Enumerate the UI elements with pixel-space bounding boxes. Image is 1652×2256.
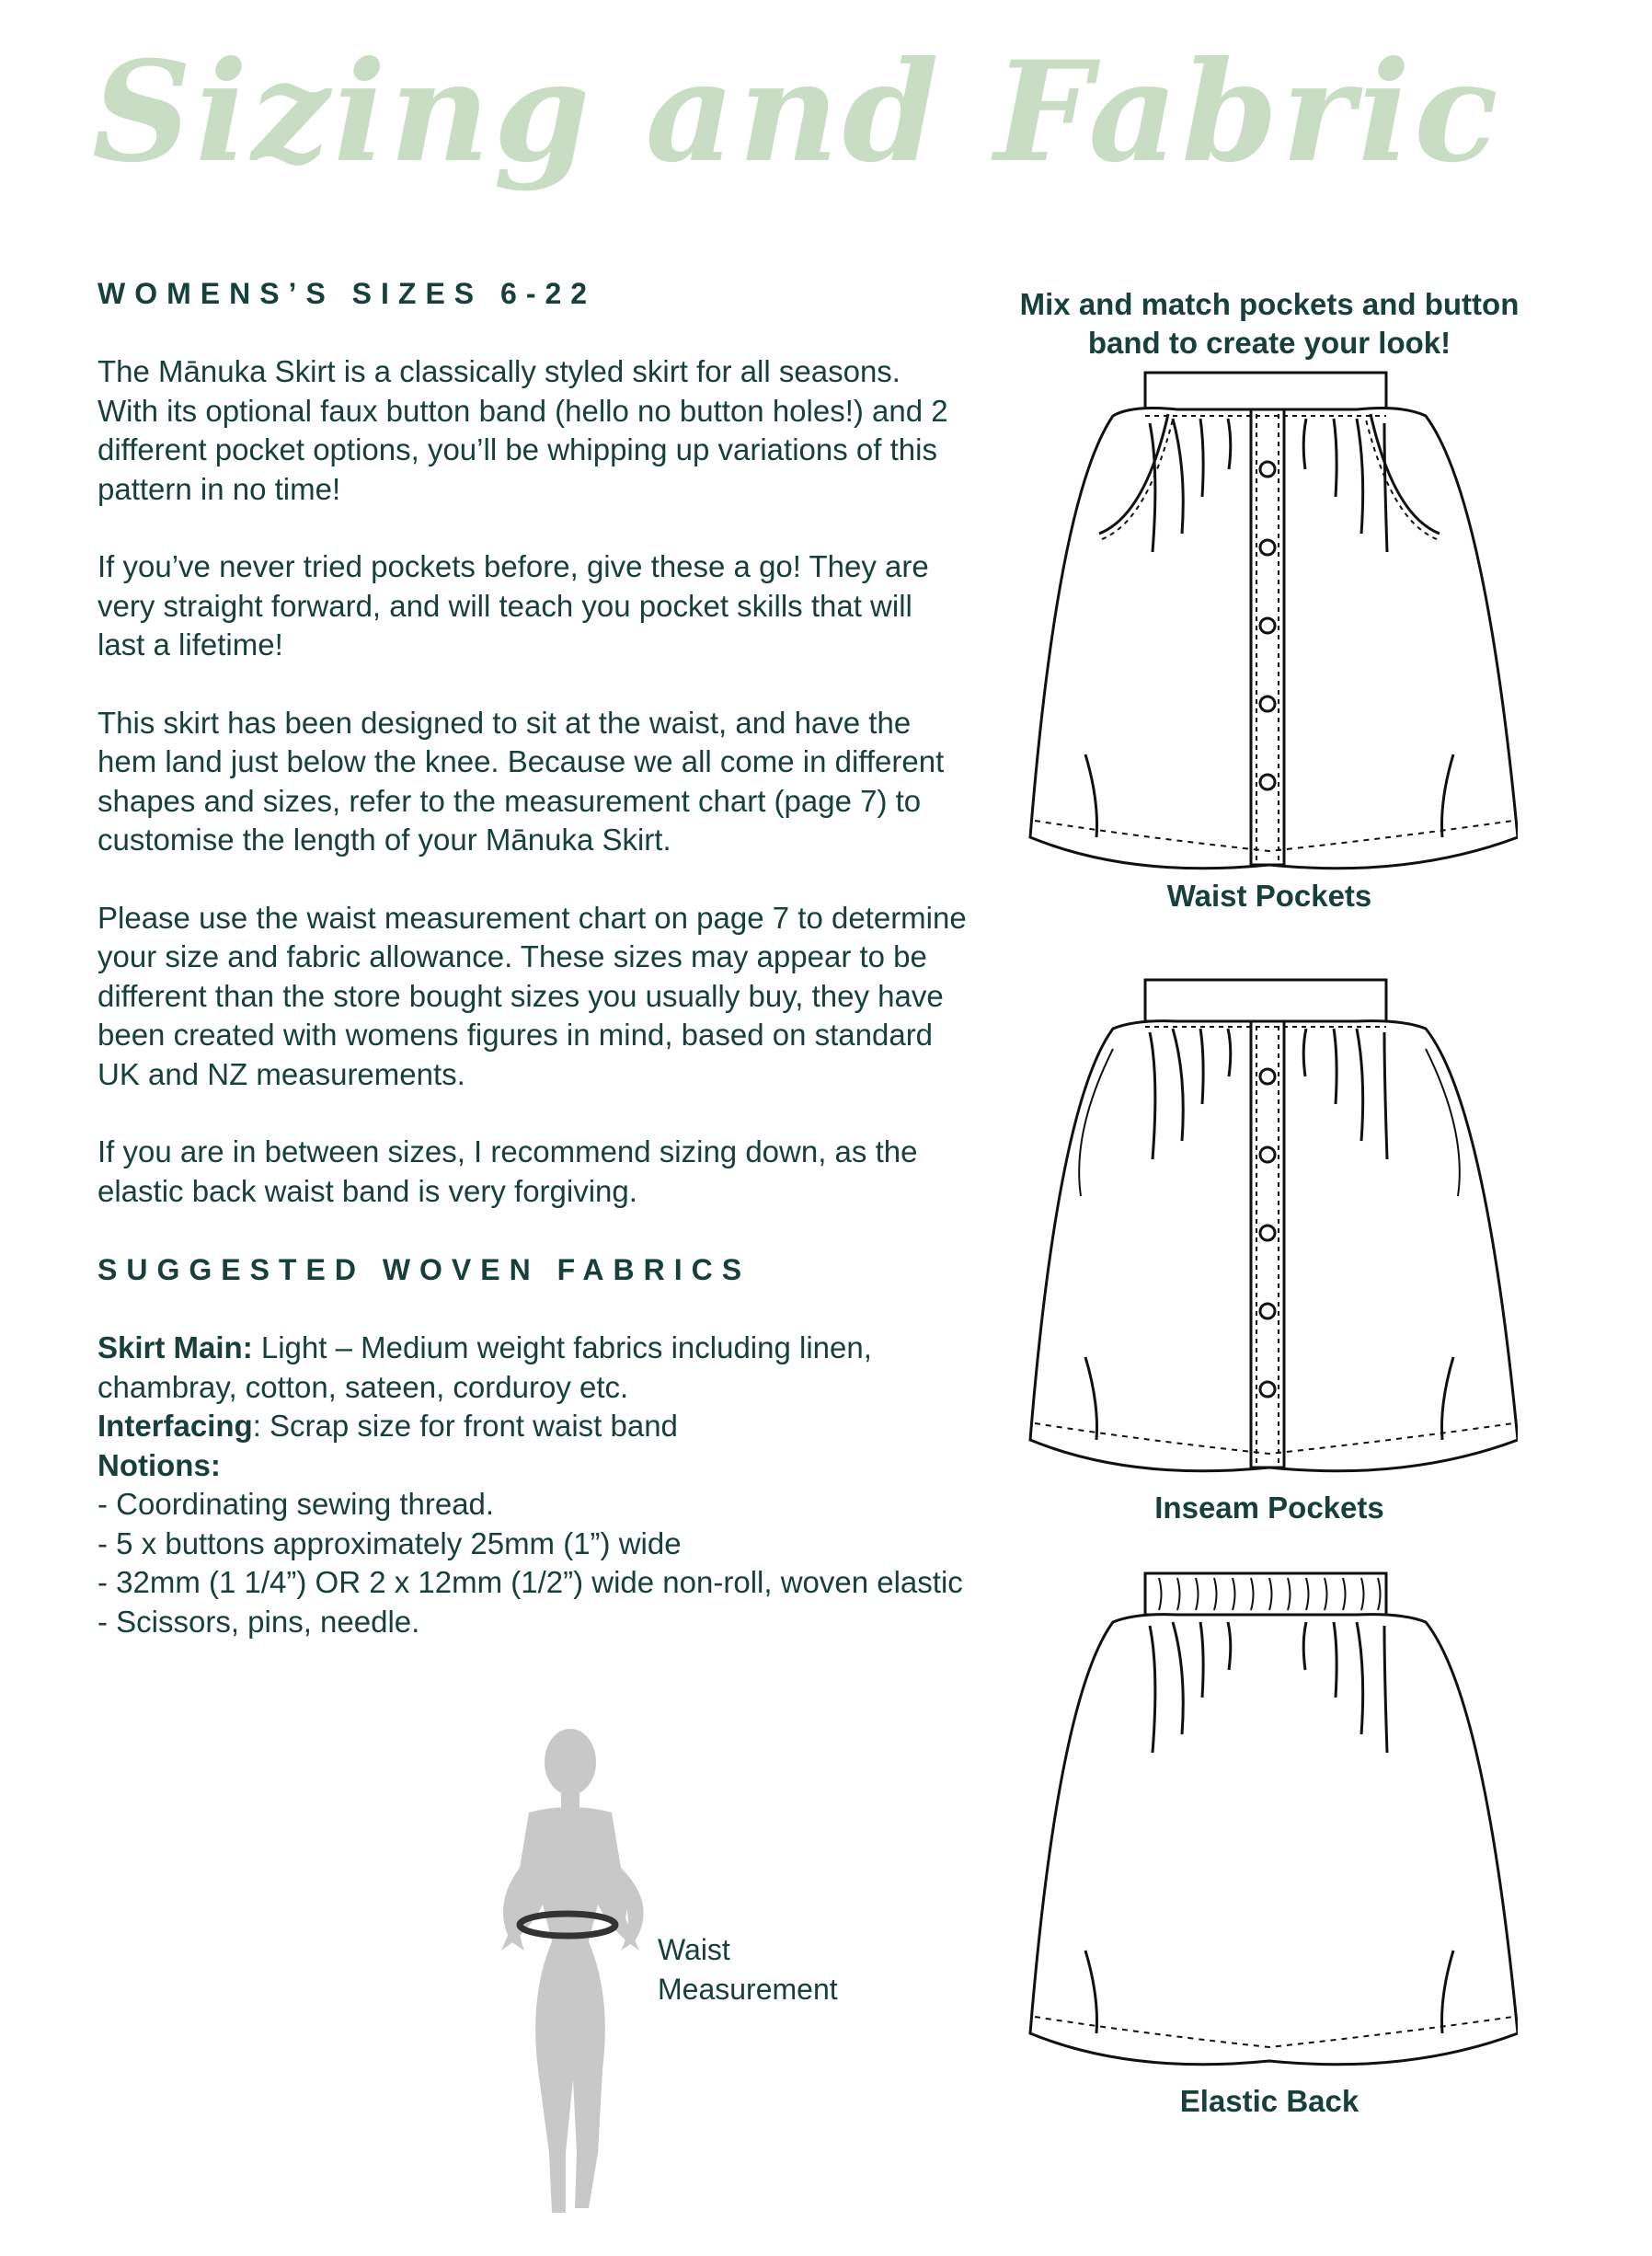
notion-item: - 32mm (1 1/4”) OR 2 x 12mm (1/2”) wide non-roll, woven elastic — [98, 1565, 963, 1599]
paragraph-sizing: Please use the waist measurement chart on page 7 to determine your size and fabric allowance. These sizes may appear to be different than the store bought sizes you usually buy, they have been created with womens figures in mind, based on standard UK and NZ measurements. — [98, 900, 967, 1091]
notion-item: - Scissors, pins, needle. — [98, 1604, 420, 1639]
paragraph-between-sizes: If you are in between sizes, I recommend sizing down, as the elastic back waist band is very forgiving. — [98, 1134, 918, 1208]
inseam-pockets-skirt-illustration — [1021, 975, 1518, 1481]
caption-inseam-pockets: Inseam Pockets — [1154, 1491, 1384, 1525]
callout-text: Mix and match pockets and button band to create your look! — [1019, 287, 1520, 360]
page-title: Sizing and Fabric — [92, 31, 1502, 193]
paragraph-fit: This skirt has been designed to sit at the waist, and have the hem land just below the knee. Because we all come in different shapes and sizes, refer to the measurement chart (page 7) to customise the length of your Mānuka Skirt. — [98, 705, 945, 857]
waist-label-line-1: Waist — [658, 1933, 730, 1966]
fabrics-heading: SUGGESTED WOVEN FABRICS — [98, 1253, 751, 1286]
interfacing-label: Interfacing — [98, 1409, 253, 1443]
notion-item: - Coordinating sewing thread. — [98, 1487, 495, 1521]
callout-box — [1003, 285, 1536, 363]
elastic-back-skirt-illustration — [1021, 1569, 1518, 2075]
notions-label — [98, 1446, 967, 1486]
waist-pockets-skirt-illustration — [1021, 368, 1518, 879]
sizes-heading: WOMENS’S SIZES 6-22 — [98, 277, 597, 310]
notions-label-text: Notions: — [98, 1447, 221, 1482]
skirt-main-line — [98, 1329, 967, 1407]
left-column — [98, 271, 967, 1641]
caption-waist-pockets: Waist Pockets — [1166, 879, 1372, 913]
interfacing-line — [98, 1407, 967, 1446]
waist-measurement-label — [658, 1930, 838, 2009]
body-silhouette-icon — [474, 1721, 685, 2217]
paragraph-pockets: If you’ve never tried pockets before, give these a go! They are very straight forward, and will teach you pocket skills that will last a lifetime! — [98, 549, 929, 662]
notion-item: - 5 x buttons approximately 25mm (1”) wide — [98, 1525, 682, 1560]
interfacing-text: : Scrap size for front waist band — [252, 1409, 678, 1443]
caption-elastic-back: Elastic Back — [1179, 2084, 1359, 2118]
skirt-main-label: Skirt Main: — [98, 1330, 253, 1364]
waist-label-line-2: Measurement — [658, 1973, 838, 2006]
skirt-main-text: Light – Medium weight fabrics including linen, chambray, cotton, sateen, corduroy etc. — [98, 1330, 872, 1404]
paragraph-intro: The Mānuka Skirt is a classically styled skirt for all seasons. With its optional faux button band (hello no button holes!) and 2 different pocket options, you’ll be whipping up variations of this pattern in no time! — [98, 354, 948, 506]
